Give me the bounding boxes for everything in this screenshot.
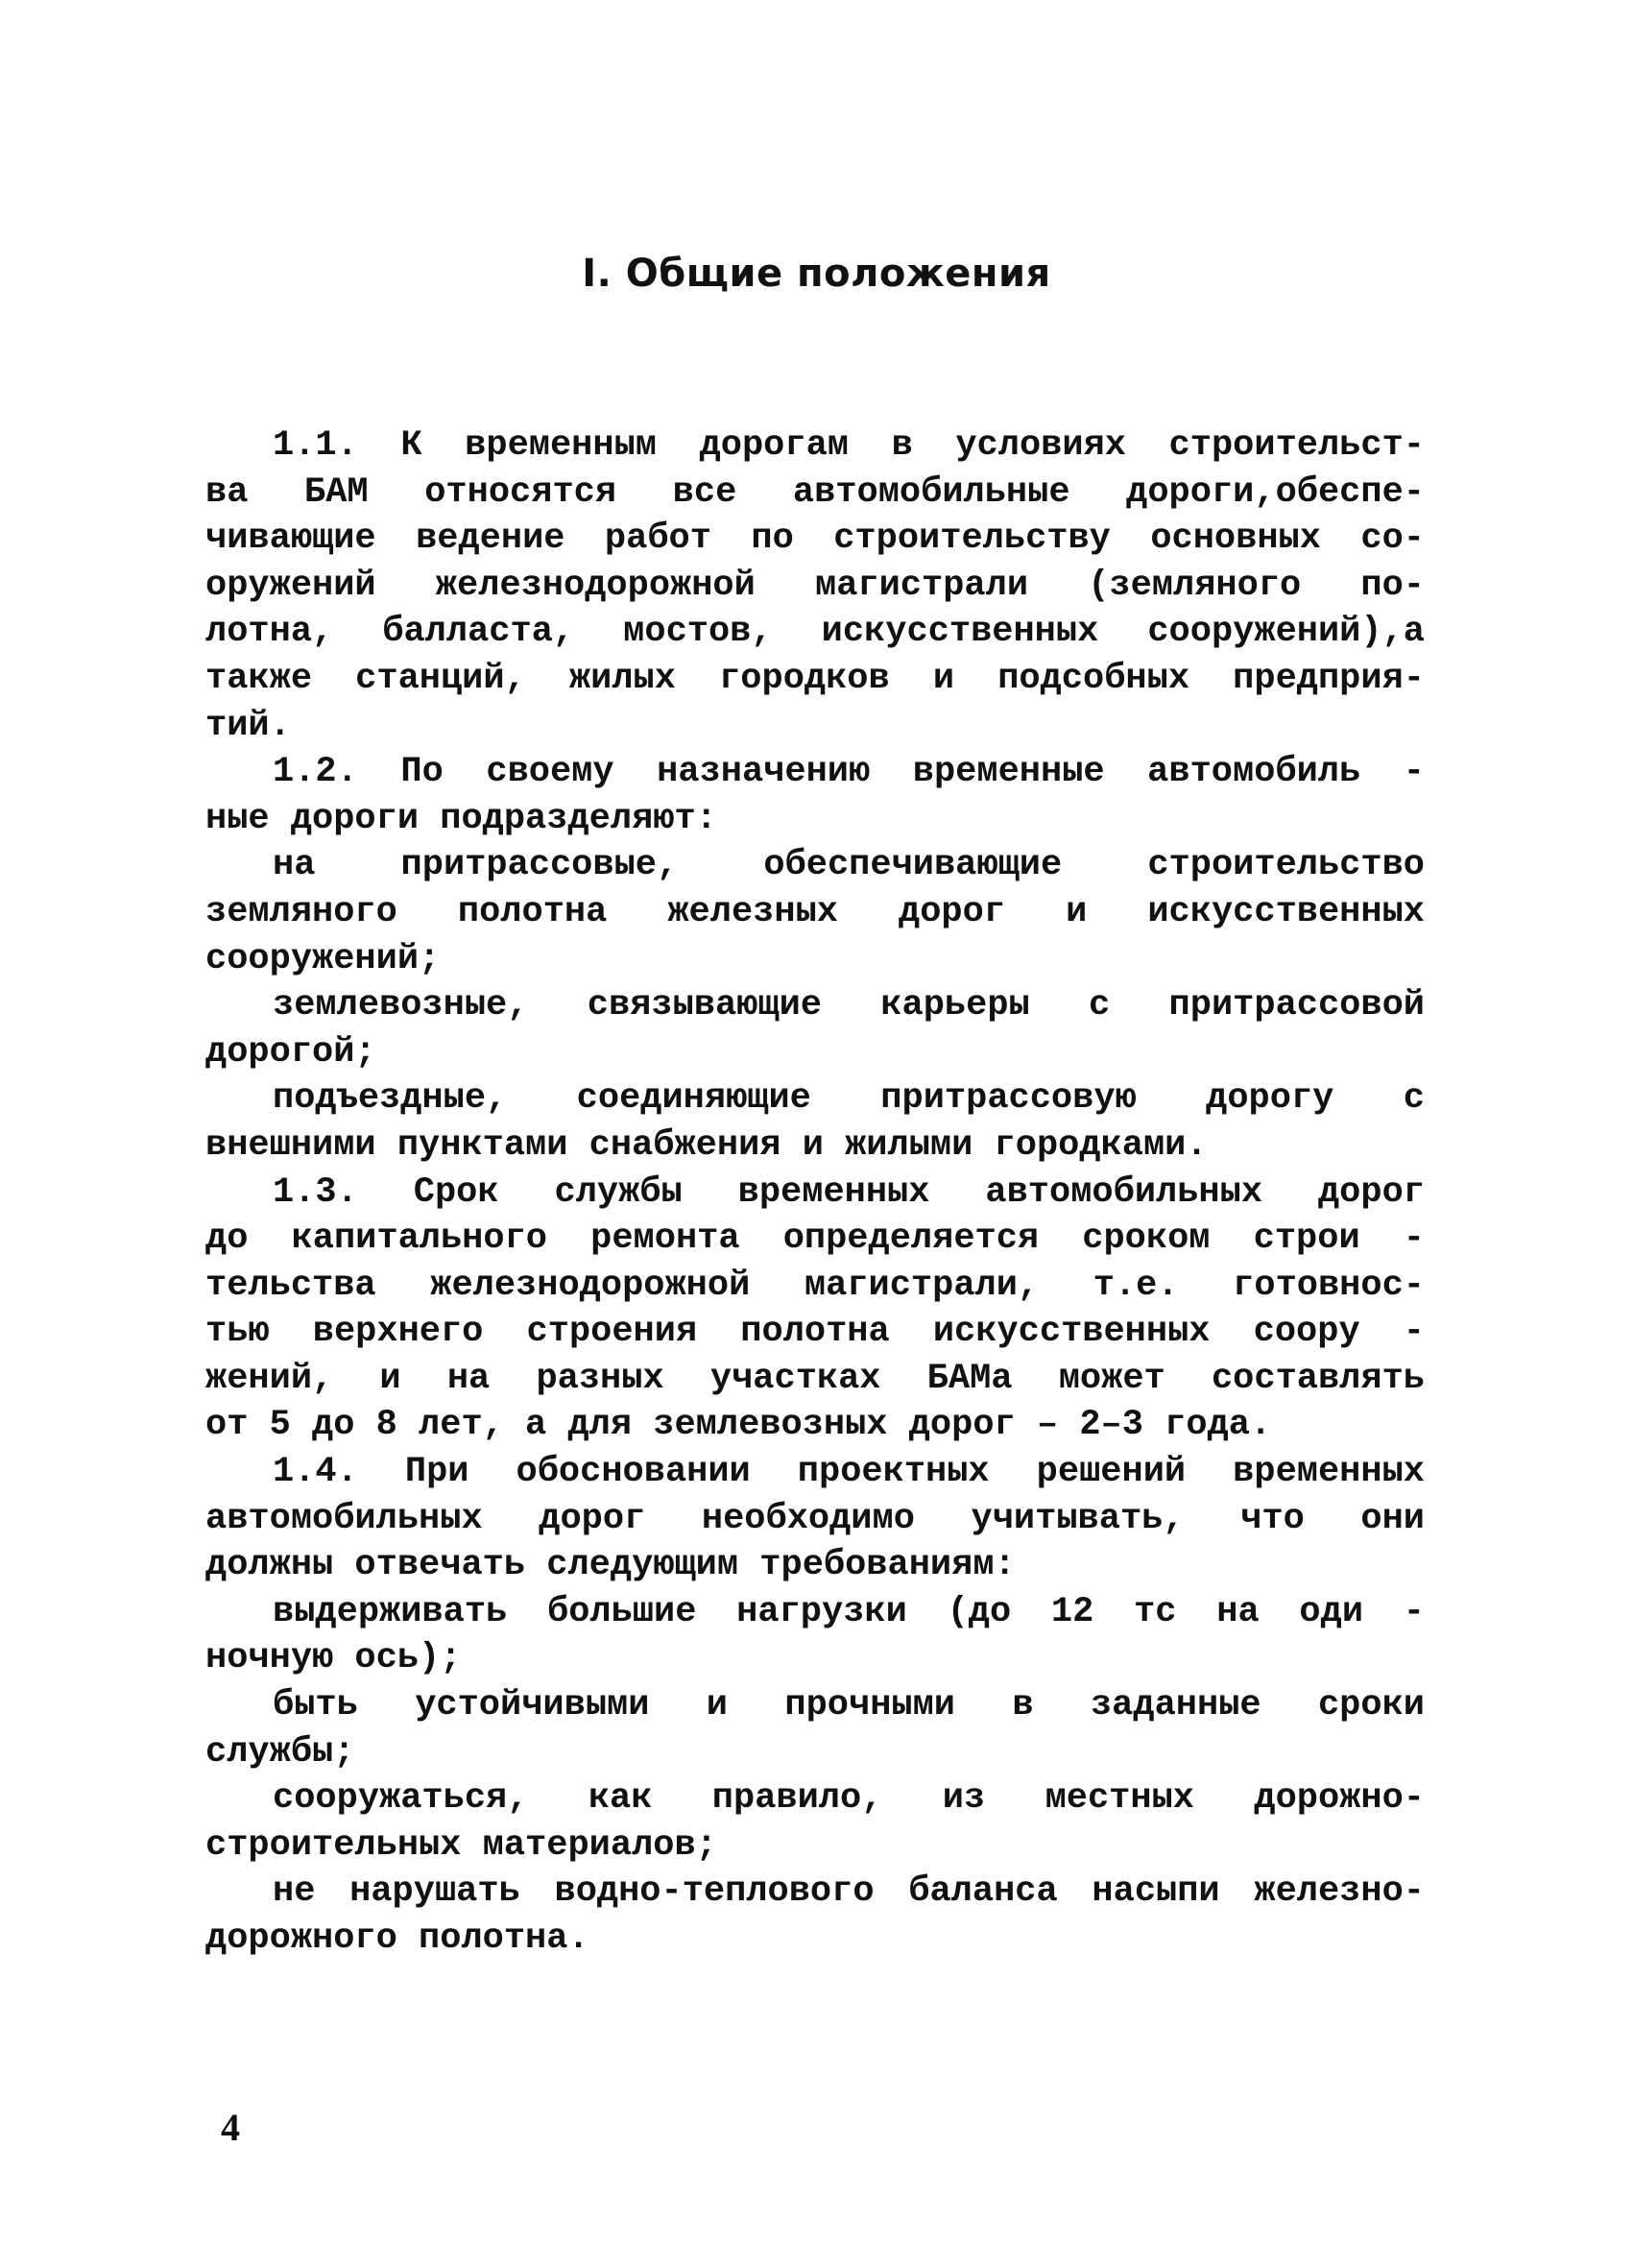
text-line: тельства железнодорожной магистрали, т.е. готовнос-	[205, 1265, 1425, 1306]
text-line: жений, и на разных участках БАМа может составлять	[205, 1358, 1425, 1399]
section-body	[205, 422, 1425, 1963]
text-line: на притрассовые, обеспечивающие строительство	[273, 845, 1425, 886]
text-line: сооружаться, как правило, из местных дорожно-	[273, 1778, 1425, 1820]
text-line: автомобильных дорог необходимо учитывать, что они	[205, 1498, 1425, 1539]
text-line: быть устойчивыми и прочными в заданные сроки	[273, 1685, 1425, 1726]
text-line: выдерживать большие нагрузки (до 12 тс на оди -	[273, 1591, 1425, 1632]
text-line: до капитального ремонта определяется сроком строи -	[205, 1218, 1425, 1260]
text-line: от 5 до 8 лет, а для землевозных дорог – 2–3 года.	[205, 1405, 1272, 1446]
text-line: должны отвечать следующим требованиям:	[205, 1545, 1016, 1586]
text-line: дорожного полотна.	[205, 1918, 589, 1959]
section-heading: I. Общие положения	[582, 252, 1051, 296]
text-line: земляного полотна железных дорог и искусственных	[205, 891, 1425, 932]
text-line: не нарушать водно-теплового баланса насыпи железно-	[273, 1871, 1425, 1913]
text-line: ные дороги подразделяют:	[205, 798, 717, 839]
text-line: дорогой;	[205, 1031, 376, 1073]
text-line: оружений железнодорожной магистрали (земляного по-	[205, 565, 1425, 606]
text-line: чивающие ведение работ по строительству основных со-	[205, 519, 1425, 560]
text-line: лотна, балласта, мостов, искусственных сооружений),а	[205, 612, 1425, 653]
text-line: строительных материалов;	[205, 1824, 717, 1866]
text-line: 1.1. К временным дорогам в условиях строительст-	[273, 425, 1425, 466]
text-line: тью верхнего строения полотна искусственных соору -	[205, 1312, 1425, 1353]
text-line: также станций, жилых городков и подсобных предприя-	[205, 658, 1425, 699]
text-line: 1.4. При обосновании проектных решений временных	[273, 1452, 1425, 1493]
text-line: подъездные, соединяющие притрассовую дорогу с	[273, 1078, 1425, 1120]
text-line: ва БАМ относятся все автомобильные дороги,обеспе-	[205, 471, 1425, 513]
text-line: службы;	[205, 1731, 355, 1773]
page-number: 4	[221, 2106, 240, 2149]
text-line: внешними пунктами снабжения и жилыми городками.	[205, 1124, 1208, 1166]
text-line: ночную ось);	[205, 1638, 462, 1679]
text-line: 1.3. Срок службы временных автомобильных дорог	[273, 1171, 1425, 1213]
text-line: 1.2. По своему назначению временные автомобиль -	[273, 752, 1425, 793]
text-line: землевозные, связывающие карьеры с притрассовой	[273, 985, 1425, 1026]
text-line: сооружений;	[205, 938, 441, 979]
text-line: тий.	[205, 705, 291, 746]
